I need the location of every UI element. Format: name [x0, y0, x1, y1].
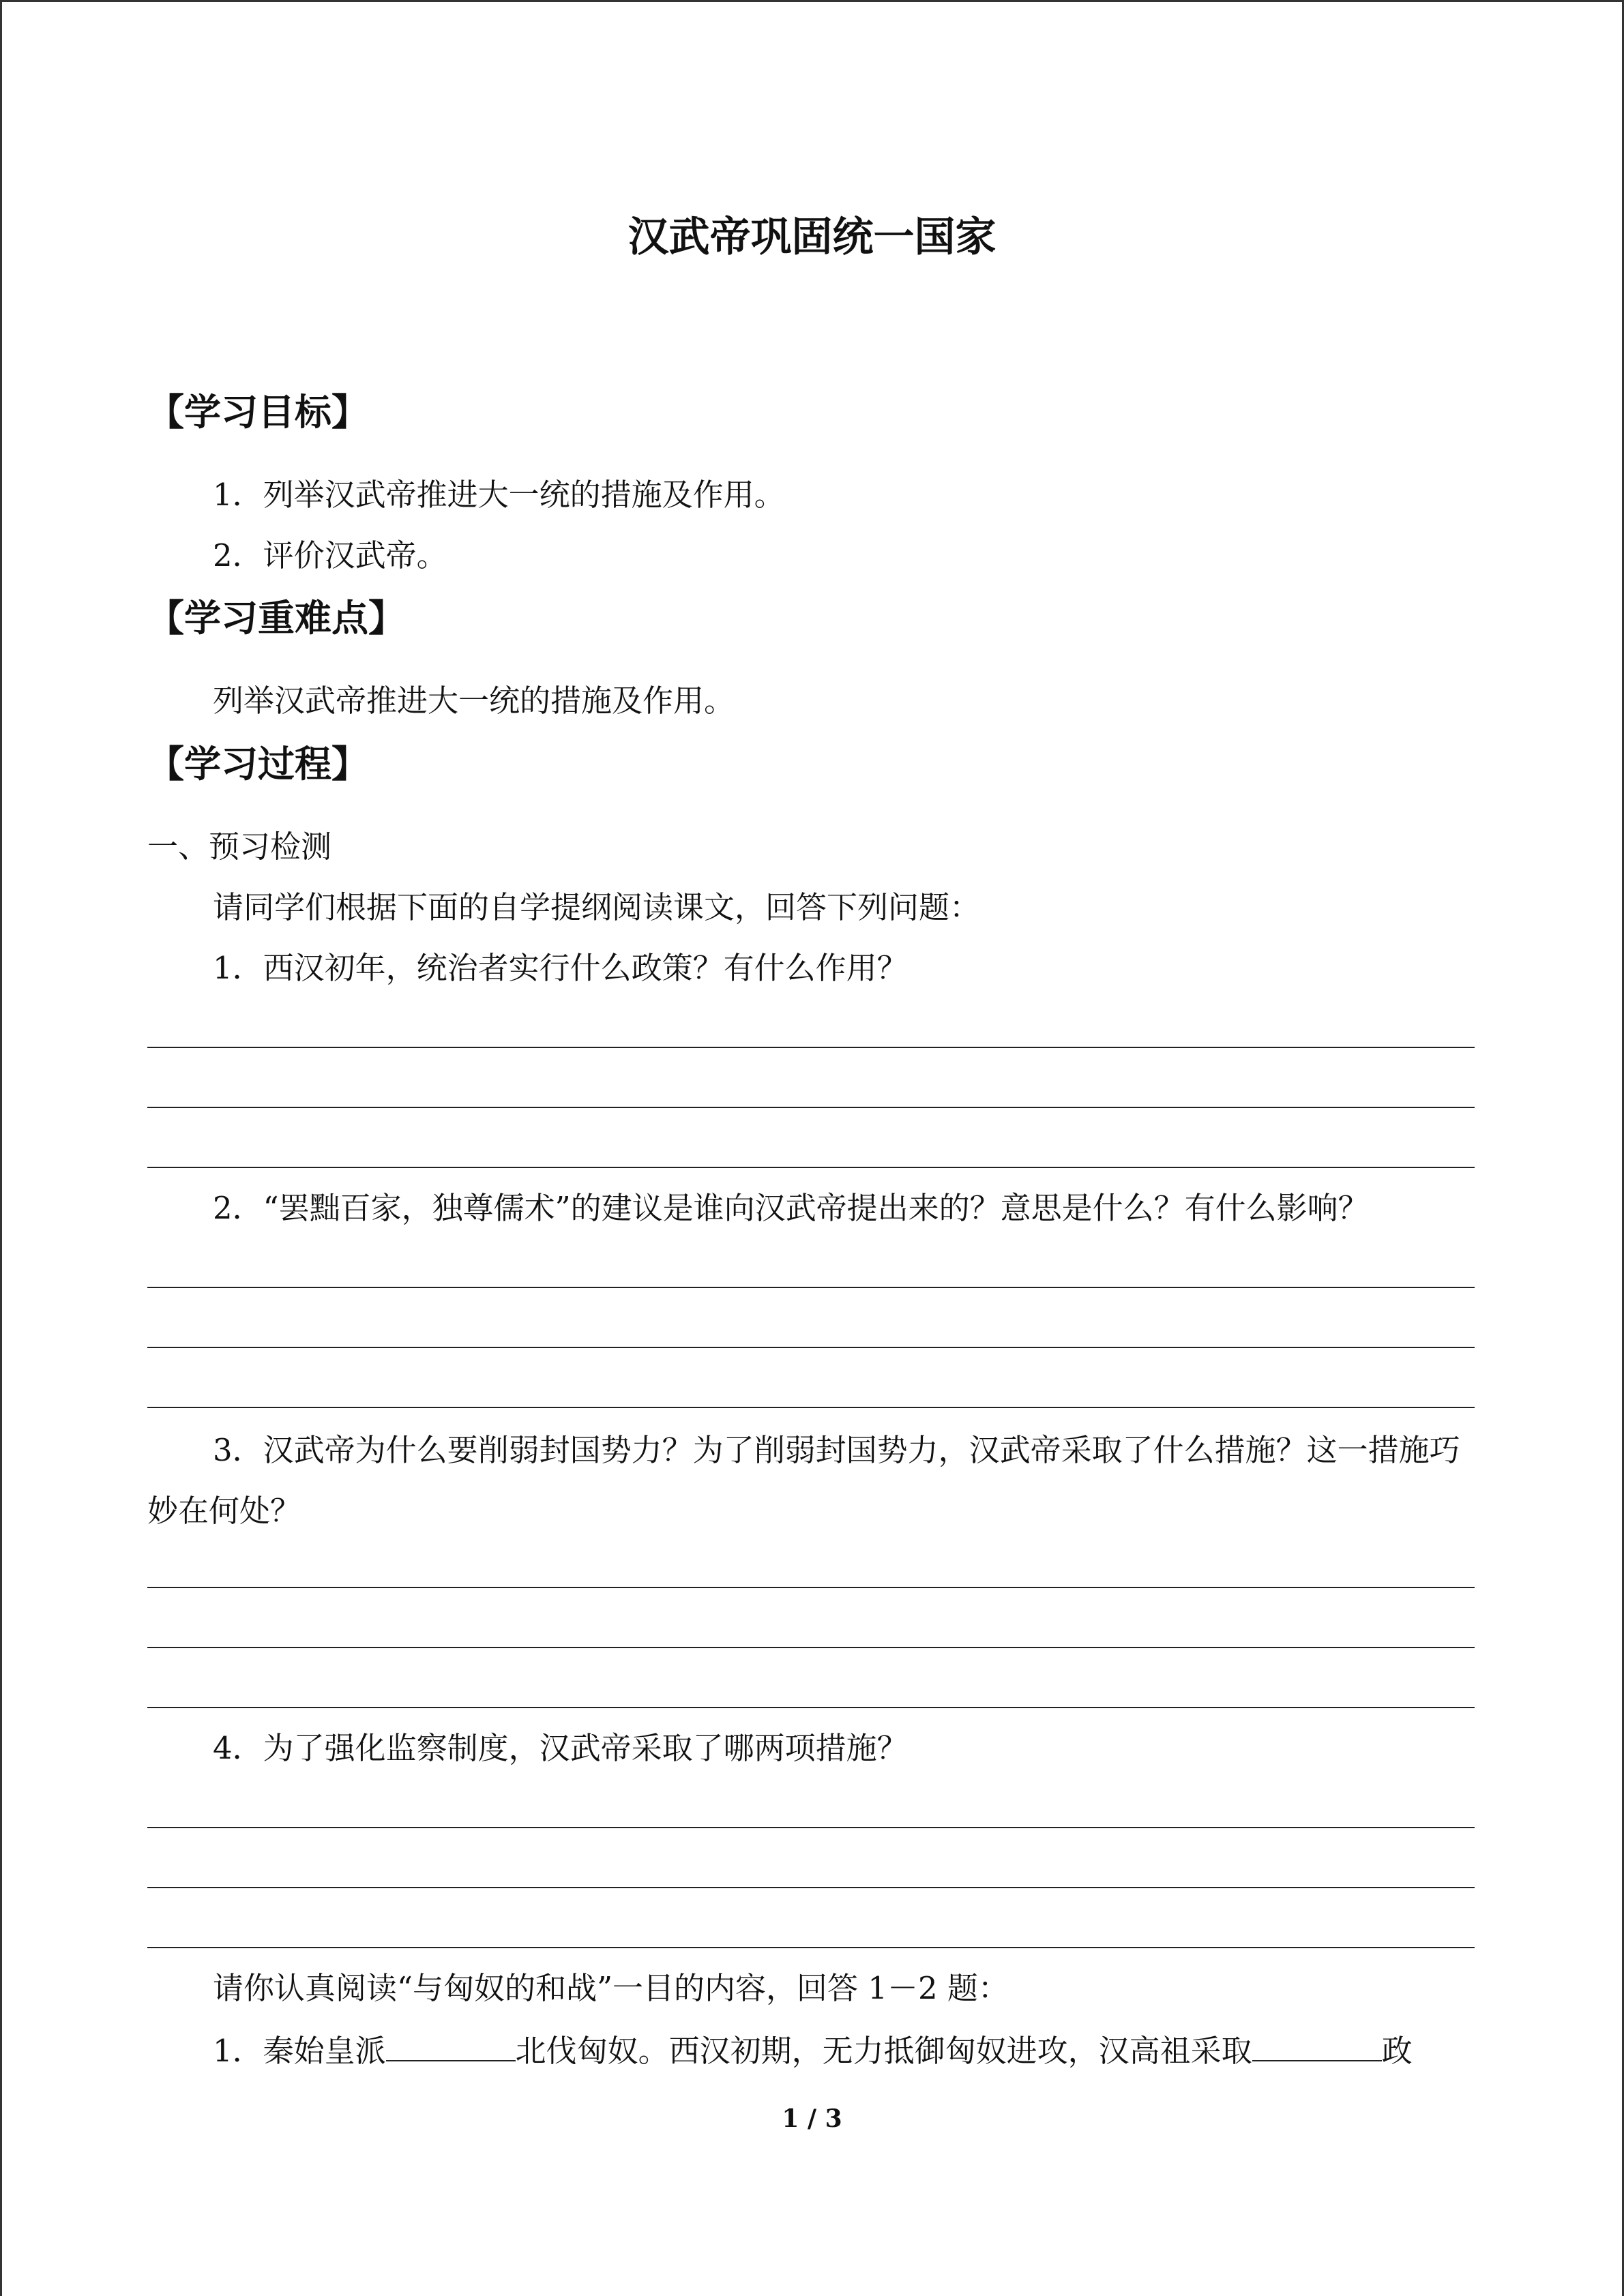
preview-intro: 请同学们根据下面的自学提纲阅读课文，回答下列问题： [213, 889, 981, 925]
section-heading-process: 【学习过程】 [147, 743, 368, 786]
page-border-left [0, 0, 2, 2296]
section-heading-key-points: 【学习重难点】 [147, 597, 405, 640]
question-1: 1．西汉初年，统治者实行什么政策？有什么作用？ [213, 950, 908, 986]
answer-line[interactable] [147, 1887, 1475, 1888]
answer-line[interactable] [147, 1167, 1475, 1168]
answer-line[interactable] [147, 1827, 1475, 1828]
question-3: 3．汉武帝为什么要削弱封国势力？为了削弱封国势力，汉武帝采取了什么措施？这一措施巧妙在何处？ [147, 1432, 1460, 1529]
answer-line[interactable] [147, 1107, 1475, 1108]
preview-check-label: 一、预习检测 [147, 829, 332, 865]
goal-item-1: 1．列举汉武帝推进大一统的措施及作用。 [213, 477, 785, 513]
answer-line[interactable] [147, 1707, 1475, 1708]
answer-line[interactable] [147, 1587, 1475, 1588]
answer-line[interactable] [147, 1947, 1475, 1948]
section-heading-goals: 【学习目标】 [147, 391, 368, 434]
fill-in-text-part-3: 政 [1381, 2033, 1413, 2069]
goal-item-2: 2．评价汉武帝。 [213, 537, 447, 573]
reading-intro: 请你认真阅读“与匈奴的和战”一目的内容，回答 1－2 题： [213, 1970, 1009, 2006]
answer-line[interactable] [147, 1407, 1475, 1408]
fill-in-question-1 [213, 2029, 1413, 2072]
answer-line[interactable] [147, 1287, 1475, 1288]
answer-line[interactable] [147, 1347, 1475, 1348]
fill-in-text-part-1: 1．秦始皇派 [213, 2033, 386, 2069]
key-points-text: 列举汉武帝推进大一统的措施及作用。 [213, 683, 735, 719]
question-4: 4．为了强化监察制度，汉武帝采取了哪两项措施？ [213, 1730, 908, 1766]
question-2: 2．“罢黜百家，独尊儒术”的建议是谁向汉武帝提出来的？意思是什么？有什么影响？ [213, 1190, 1369, 1226]
page-title: 汉武帝巩固统一国家 [628, 213, 996, 261]
fill-in-blank[interactable] [386, 2029, 516, 2061]
fill-in-text-part-2: 北伐匈奴。西汉初期，无力抵御匈奴进攻，汉高祖采取 [515, 2033, 1252, 2069]
answer-line[interactable] [147, 1647, 1475, 1648]
answer-line[interactable] [147, 1047, 1475, 1048]
page-border-top [0, 0, 1624, 2]
page-number: 1 / 3 [782, 2104, 842, 2133]
fill-in-blank[interactable] [1252, 2029, 1382, 2061]
